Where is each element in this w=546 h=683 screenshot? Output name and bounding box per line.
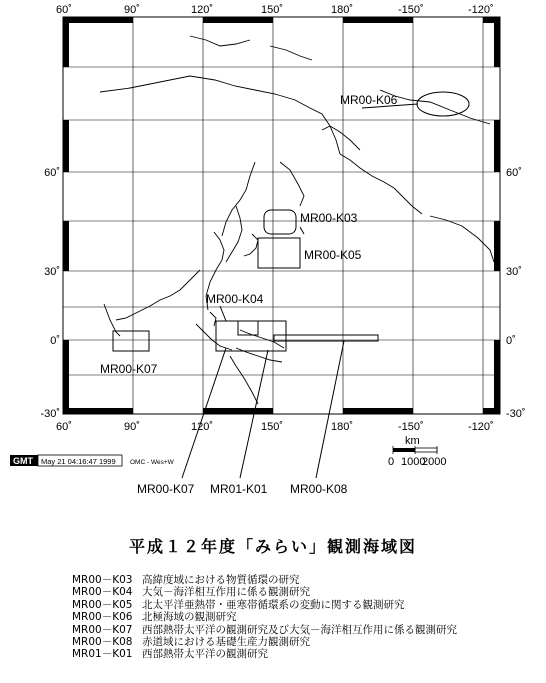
legend-desc: 西部熱帯太平洋の観測研究	[142, 648, 268, 661]
region-k06-shape	[417, 92, 469, 116]
legend-code: MR00－K07	[72, 623, 133, 636]
lat-right-3: -30˚	[506, 408, 526, 420]
lon-top-1: 90˚	[124, 4, 140, 16]
lon-bottom-2: 120˚	[191, 421, 214, 433]
legend-row	[72, 599, 457, 611]
lon-labels-top	[56, 4, 494, 16]
figure-title: 平成１２年度「みらい」観測海域図	[128, 537, 417, 556]
label-k07-bottom: MR00-K07	[137, 482, 195, 496]
legend-code: MR00－K08	[72, 636, 133, 649]
lon-top-3: 150˚	[261, 4, 284, 16]
lat-left-1: 30˚	[44, 266, 60, 278]
scale-bar	[388, 435, 446, 468]
lon-bottom-4: 180˚	[331, 421, 354, 433]
legend-code: MR00－K03	[72, 574, 133, 586]
lat-left-2: 0˚	[50, 335, 60, 347]
lon-top-0: 60˚	[56, 4, 72, 16]
lon-labels-bottom	[56, 421, 494, 433]
legend-desc: 北太平洋亜熱帯・亜寒帯循環系の変動に関する観測研究	[142, 598, 405, 611]
legend-row	[72, 636, 457, 648]
graticule	[63, 17, 500, 414]
lat-labels-left	[40, 167, 60, 420]
lon-bottom-1: 90˚	[124, 421, 140, 433]
legend-row	[72, 574, 457, 586]
lon-bottom-6: -120˚	[468, 421, 494, 433]
map-frame	[63, 17, 500, 414]
lon-top-2: 120˚	[191, 4, 214, 16]
lat-left-0: 60˚	[44, 167, 60, 179]
lat-left-3: -30˚	[40, 408, 60, 420]
label-k07-west: MR00-K07	[100, 362, 158, 376]
lon-bottom-3: 150˚	[261, 421, 284, 433]
lat-right-0: 60˚	[506, 167, 522, 179]
lat-labels-right	[506, 167, 526, 420]
lon-top-4: 180˚	[331, 4, 354, 16]
gmt-credit: OMC - Wes+W	[130, 459, 174, 466]
legend-row	[72, 611, 457, 623]
scale-unit: km	[405, 435, 420, 447]
leader-k08	[316, 341, 344, 478]
scale-tick-1: 1000	[401, 456, 426, 468]
lat-right-2: 0˚	[506, 335, 516, 347]
label-k01-bottom: MR01-K01	[210, 482, 268, 496]
lon-bottom-0: 60˚	[56, 421, 72, 433]
gmt-date: May 21 04:16:47 1999	[41, 457, 116, 466]
legend-desc: 北極海域の観測研究	[142, 611, 237, 624]
label-k08-bottom: MR00-K08	[290, 482, 348, 496]
lon-bottom-5: -150˚	[398, 421, 424, 433]
scale-tick-2: 2000	[422, 456, 447, 468]
label-k06: MR00-K06	[340, 93, 398, 107]
legend-desc: 大気－海洋相互作用に係る観測研究	[142, 586, 310, 599]
lat-right-1: 30˚	[506, 266, 522, 278]
legend-code: MR00－K05	[72, 598, 133, 611]
label-k03: MR00-K03	[300, 211, 358, 225]
legend-desc: 高緯度域における物質循環の研究	[142, 574, 300, 586]
gmt-logo: GMT	[13, 456, 33, 466]
lon-top-5: -150˚	[398, 4, 424, 16]
legend-desc: 西部熱帯太平洋の観測研究及び大気－海洋相互作用に係る観測研究	[142, 623, 457, 636]
legend-row	[72, 648, 457, 660]
coastlines	[100, 36, 494, 404]
legend-row	[72, 586, 457, 598]
label-k04: MR00-K04	[206, 292, 264, 306]
leader-k04	[220, 306, 226, 321]
label-k05: MR00-K05	[304, 248, 362, 262]
scale-tick-0: 0	[388, 456, 395, 468]
region-k05-shape	[258, 238, 300, 268]
legend-code: MR01－K01	[72, 648, 133, 661]
legend-code: MR00－K04	[72, 586, 133, 599]
region-k04-shape	[216, 321, 286, 351]
legend-code: MR00－K06	[72, 611, 133, 624]
region-k03-shape	[264, 210, 296, 234]
gmt-stamp	[10, 455, 175, 466]
legend-list	[72, 574, 457, 661]
lon-top-6: -120˚	[468, 4, 494, 16]
legend-desc: 赤道域における基礎生産力観測研究	[142, 636, 310, 649]
legend-row	[72, 624, 457, 636]
